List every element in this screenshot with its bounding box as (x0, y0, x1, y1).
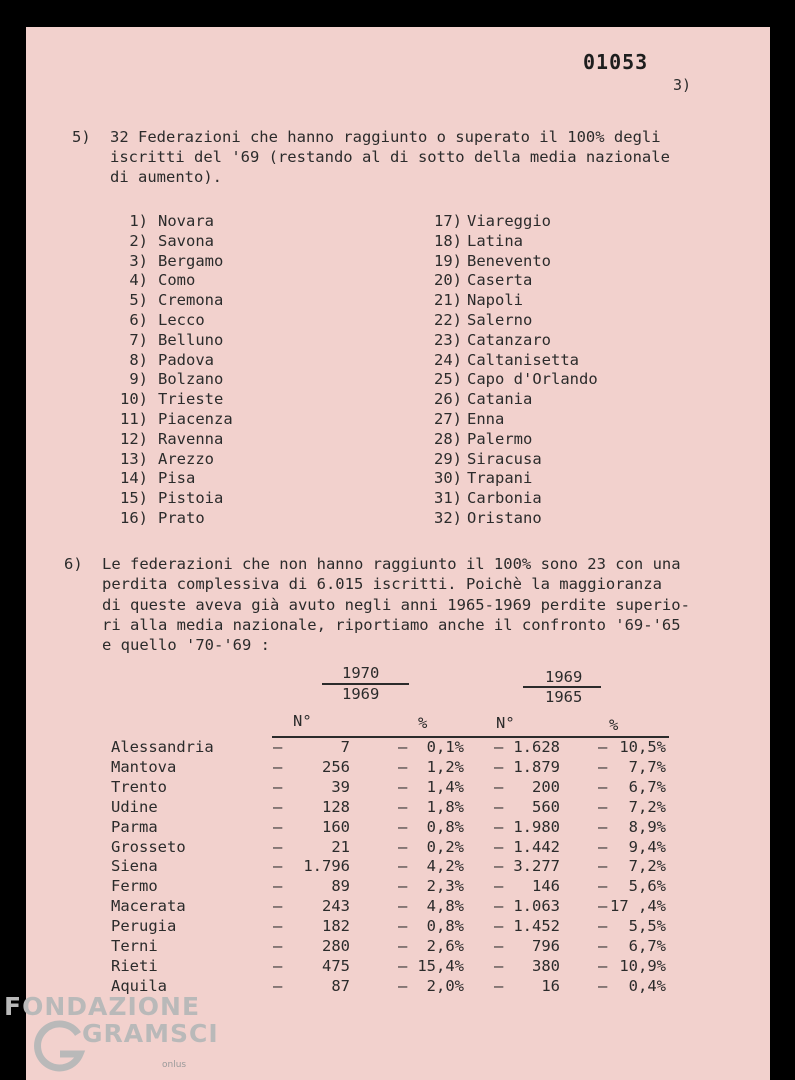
list-item-number: 13) (120, 449, 148, 468)
list-item-name: Pisa (158, 469, 196, 488)
row-dash: – (273, 956, 283, 975)
page-number: 3) (673, 76, 692, 94)
list-item-number: 24) (434, 350, 462, 369)
header-p2: % (609, 716, 619, 734)
list-item-number: 6) (129, 311, 148, 329)
row-p2: 17 ,4% (610, 897, 666, 916)
row-dash: – (598, 937, 608, 955)
row-p2: 7,7% (628, 757, 666, 776)
row-dash: – (494, 937, 504, 955)
row-dash: – (598, 797, 608, 816)
list-item-number: 23) (434, 330, 462, 349)
table-header-rule (272, 736, 669, 738)
row-name: Grosseto (111, 837, 186, 856)
list-item-number: 8) (129, 350, 148, 369)
row-p2: 5,6% (628, 877, 666, 896)
row-name: Alessandria (111, 738, 214, 756)
row-n2: 1.628 (513, 738, 560, 756)
list-item-number: 2) (129, 231, 148, 250)
row-dash: – (273, 897, 283, 916)
list-item-number: 28) (434, 429, 462, 448)
row-n2: 560 (532, 797, 560, 816)
list-item-number: 15) (120, 489, 148, 508)
section6-line-1: Le federazioni che non hanno raggiunto il 100% sono 23 con una (102, 555, 681, 573)
row-p2: 5,5% (628, 917, 666, 936)
row-name: Macerata (111, 897, 186, 916)
list-item-name: Bolzano (158, 370, 224, 389)
row-p1: 2,3% (426, 877, 464, 896)
row-n1: 243 (322, 897, 350, 916)
row-name: Mantova (111, 757, 177, 776)
row-n1: 256 (322, 757, 350, 776)
row-dash: – (494, 877, 504, 896)
list-item-number: 32) (434, 509, 462, 527)
row-name: Perugia (111, 917, 177, 936)
row-dash: – (598, 956, 608, 975)
watermark-fondazione: FONDAZIONE (4, 992, 201, 1021)
list-item-name: Oristano (467, 509, 542, 527)
row-dash: – (398, 837, 408, 856)
list-item-name: Novara (158, 212, 214, 230)
list-item-name: Lecco (158, 311, 205, 329)
list-item-name: Capo d'Orlando (467, 370, 598, 389)
list-item-name: Viareggio (467, 212, 551, 230)
row-dash: – (273, 917, 283, 936)
row-dash: – (273, 976, 283, 995)
row-dash: – (494, 817, 504, 836)
row-dash: – (398, 757, 408, 776)
list-item-name: Siracusa (467, 449, 542, 468)
row-n1: 128 (322, 797, 350, 816)
row-dash: – (494, 777, 504, 796)
row-dash: – (273, 797, 283, 816)
section5-line-1: 32 Federazioni che hanno raggiunto o superato il 100% degli (110, 128, 661, 146)
list-item-name: Salerno (467, 311, 533, 329)
row-dash: – (273, 738, 283, 756)
row-p1: 1,8% (426, 797, 464, 816)
row-p1: 2,0% (426, 976, 464, 995)
row-name: Terni (111, 937, 158, 955)
list-item-number: 26) (434, 390, 462, 409)
list-item-name: Palermo (467, 429, 533, 448)
list-item-name: Catanzaro (467, 330, 551, 349)
row-n1: 280 (322, 937, 350, 955)
row-name: Rieti (111, 956, 158, 975)
row-n2: 1.980 (513, 817, 560, 836)
row-dash: – (398, 777, 408, 796)
row-dash: – (598, 837, 608, 856)
row-n2: 3.277 (513, 857, 560, 876)
row-dash: – (398, 738, 408, 756)
list-item-number: 22) (434, 311, 462, 329)
list-item-name: Cremona (158, 291, 224, 310)
row-p2: 9,4% (628, 837, 666, 856)
section6-line-4: ri alla media nazionale, riportiamo anche il confronto '69-'65 (102, 616, 681, 634)
row-dash: – (398, 897, 408, 916)
list-item-name: Pistoia (158, 489, 224, 508)
group2-bottom-year: 1965 (545, 688, 583, 706)
row-p2: 6,7% (628, 937, 666, 955)
row-dash: – (273, 777, 283, 796)
list-item-name: Benevento (467, 251, 551, 270)
row-p2: 10,9% (619, 956, 666, 975)
row-dash: – (398, 937, 408, 955)
row-dash: – (494, 857, 504, 876)
list-item-name: Catania (467, 390, 533, 409)
list-item-number: 20) (434, 271, 462, 290)
list-item-number: 18) (434, 231, 462, 250)
list-item-name: Napoli (467, 291, 523, 310)
list-item-number: 7) (129, 330, 148, 349)
row-dash: – (494, 797, 504, 816)
row-n2: 1.452 (513, 917, 560, 936)
row-name: Aquila (111, 976, 167, 995)
list-item-number: 4) (129, 271, 148, 290)
row-dash: – (398, 817, 408, 836)
row-n2: 1.442 (513, 837, 560, 856)
row-p2: 8,9% (628, 817, 666, 836)
row-n2: 16 (541, 976, 560, 995)
row-n1: 182 (322, 917, 350, 936)
row-p1: 4,2% (426, 857, 464, 876)
list-item-number: 30) (434, 469, 462, 488)
row-dash: – (273, 817, 283, 836)
row-dash: – (598, 877, 608, 896)
header-n1: N° (293, 712, 312, 730)
group1-top-year: 1970 (342, 664, 380, 682)
watermark-onlus: onlus (162, 1060, 187, 1070)
list-item-name: Caserta (467, 271, 533, 290)
row-p2: 7,2% (628, 797, 666, 816)
list-item-name: Savona (158, 231, 214, 250)
list-item-name: Latina (467, 231, 523, 250)
row-n2: 200 (532, 777, 560, 796)
row-dash: – (494, 917, 504, 936)
row-dash: – (494, 757, 504, 776)
list-item-number: 1) (129, 212, 148, 230)
row-name: Parma (111, 817, 158, 836)
list-item-name: Trieste (158, 390, 224, 409)
row-p1: 0,1% (426, 738, 464, 756)
list-item-number: 19) (434, 251, 462, 270)
group2-top-year: 1969 (545, 668, 583, 686)
row-n2: 380 (532, 956, 560, 975)
row-n2: 796 (532, 937, 560, 955)
row-dash: – (494, 956, 504, 975)
row-p1: 0,8% (426, 917, 464, 936)
watermark-gramsci: GRAMSCI (82, 1019, 219, 1048)
section5-number: 5) (72, 128, 91, 146)
list-item-number: 9) (129, 370, 148, 389)
gramsci-logo-icon (30, 1018, 86, 1074)
list-item-name: Prato (158, 509, 205, 527)
row-name: Trento (111, 777, 167, 796)
row-dash: – (598, 857, 608, 876)
row-dash: – (273, 757, 283, 776)
row-dash: – (398, 976, 408, 995)
row-dash: – (398, 797, 408, 816)
row-dash: – (398, 956, 408, 975)
row-dash: – (598, 817, 608, 836)
list-item-number: 12) (120, 429, 148, 448)
header-p1: % (418, 714, 428, 732)
row-p1: 15,4% (417, 956, 464, 975)
row-dash: – (494, 837, 504, 856)
row-n1: 21 (331, 837, 350, 856)
row-n1: 475 (322, 956, 350, 975)
row-p1: 0,2% (426, 837, 464, 856)
document-number: 01053 (583, 50, 649, 74)
list-item-number: 10) (120, 390, 148, 409)
list-item-name: Enna (467, 410, 505, 428)
list-item-name: Trapani (467, 469, 533, 488)
list-item-name: Como (158, 271, 196, 290)
row-dash: – (598, 897, 608, 916)
row-dash: – (273, 857, 283, 876)
row-n1: 39 (331, 777, 350, 796)
row-n2: 1.063 (513, 897, 560, 916)
list-item-name: Belluno (158, 330, 224, 349)
row-name: Siena (111, 857, 158, 876)
row-n1: 160 (322, 817, 350, 836)
list-item-name: Carbonia (467, 489, 542, 508)
header-n2: N° (496, 714, 515, 732)
row-p2: 6,7% (628, 777, 666, 796)
list-item-number: 21) (434, 291, 462, 310)
row-n2: 146 (532, 877, 560, 896)
section6-number: 6) (64, 555, 83, 573)
list-item-number: 31) (434, 489, 462, 508)
row-n1: 89 (331, 877, 350, 896)
row-dash: – (598, 976, 608, 995)
list-item-number: 25) (434, 370, 462, 389)
list-item-number: 16) (120, 509, 148, 527)
list-item-number: 17) (434, 212, 462, 230)
row-dash: – (494, 897, 504, 916)
row-dash: – (598, 777, 608, 796)
row-n2: 1.879 (513, 757, 560, 776)
section5-line-2: iscritti del '69 (restando al di sotto della media nazionale (110, 148, 670, 166)
row-p2: 0,4% (628, 976, 666, 995)
row-name: Udine (111, 797, 158, 816)
row-dash: – (273, 837, 283, 856)
row-dash: – (598, 757, 608, 776)
row-dash: – (494, 738, 504, 756)
list-item-number: 5) (129, 291, 148, 310)
row-n1: 7 (340, 738, 350, 756)
list-item-name: Arezzo (158, 449, 214, 468)
row-dash: – (598, 738, 608, 756)
section6-line-3: di queste aveva già avuto negli anni 1965-1969 perdite superio- (102, 596, 690, 614)
row-dash: – (273, 937, 283, 955)
row-dash: – (494, 976, 504, 995)
list-item-number: 3) (129, 251, 148, 270)
row-p2: 7,2% (628, 857, 666, 876)
group1-bottom-year: 1969 (342, 685, 380, 703)
list-item-name: Bergamo (158, 251, 224, 270)
row-dash: – (398, 857, 408, 876)
list-item-name: Ravenna (158, 429, 224, 448)
row-n1: 87 (331, 976, 350, 995)
row-p1: 2,6% (426, 937, 464, 955)
row-n1: 1.796 (303, 857, 350, 876)
row-dash: – (398, 917, 408, 936)
list-item-number: 11) (120, 410, 148, 428)
row-p1: 4,8% (426, 897, 464, 916)
row-name: Fermo (111, 877, 158, 896)
list-item-number: 27) (434, 410, 462, 428)
row-p1: 1,2% (426, 757, 464, 776)
row-p2: 10,5% (619, 738, 666, 756)
row-p1: 0,8% (426, 817, 464, 836)
section6-line-5: e quello '70-'69 : (102, 636, 270, 654)
list-item-name: Caltanisetta (467, 350, 579, 369)
list-item-name: Padova (158, 350, 214, 369)
list-item-number: 14) (120, 469, 148, 488)
section5-line-3: di aumento). (110, 168, 222, 186)
list-item-name: Piacenza (158, 410, 233, 428)
row-p1: 1,4% (426, 777, 464, 796)
section6-line-2: perdita complessiva di 6.015 iscritti. Poichè la maggioranza (102, 575, 662, 593)
list-item-number: 29) (434, 449, 462, 468)
row-dash: – (398, 877, 408, 896)
row-dash: – (598, 917, 608, 936)
row-dash: – (273, 877, 283, 896)
